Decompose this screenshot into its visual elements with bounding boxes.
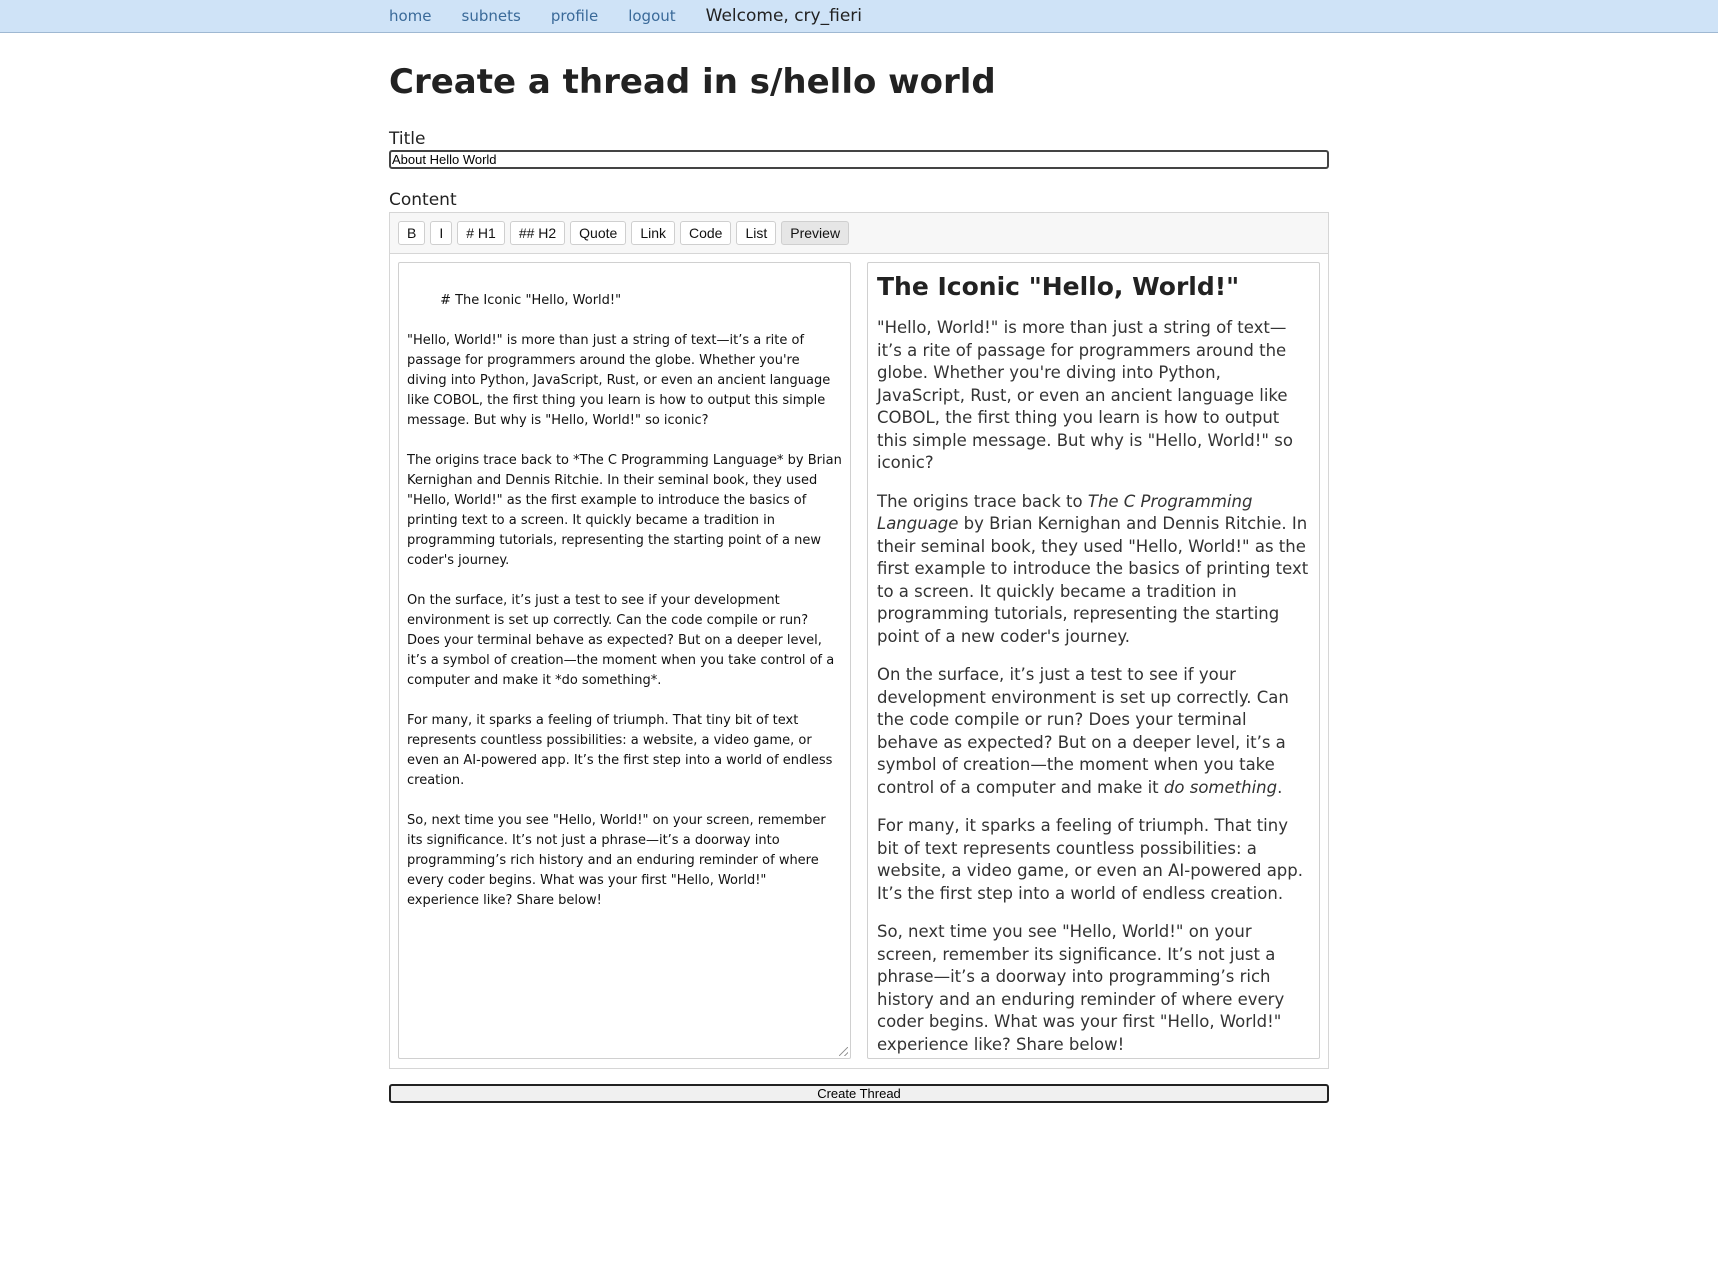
preview-text: by Brian Kernighan and Dennis Ritchie. In their seminal book, they used "Hello, World!" as the first example to introduce the basics of printing text to a screen. It quickly became a tradition in programming tutorials, representing the starting point of a new coder's journey. [877, 514, 1309, 646]
nav-subnets-link[interactable]: subnets [461, 7, 521, 25]
content-textarea[interactable] [398, 262, 851, 1059]
preview-text: On the surface, it’s just a test to see if your development environment is set up correctly. Can the code compile or run? Does your terminal behave as expected? But on a deeper level, it’s a symbol of creation—the moment when you take control of a computer and make it [877, 665, 1289, 797]
italic-button[interactable]: I [430, 221, 452, 245]
editor-toolbar [390, 213, 1328, 254]
preview-emphasis: The C Programming Language [877, 491, 1253, 533]
preview-emphasis: do something [1163, 777, 1278, 797]
preview-paragraph [877, 491, 1310, 649]
preview-heading: The Iconic "Hello, World!" [877, 272, 1240, 301]
preview-text: . [1277, 777, 1283, 797]
nav-links [389, 0, 862, 32]
welcome-message: Welcome, cry_fieri [705, 6, 862, 26]
nav-home-link[interactable]: home [389, 7, 432, 25]
link-button[interactable]: Link [631, 221, 675, 245]
preview-button[interactable]: Preview [781, 221, 849, 245]
preview-paragraph: For many, it sparks a feeling of triumph. That tiny bit of text represents countless possibilities: a website, a video game, or even an AI-powered app. It’s the first step into a world of endless creation. [877, 816, 1304, 903]
content-source-text: # The Iconic "Hello, World!" "Hello, World!" is more than just a string of text—it’s a rite of passage for programmers around the globe. Whether you're diving into Python, JavaScript, Rust, or even an ancient language like COBOL, the first thing you learn is how to output this simple message. But why is "Hello, World!" so iconic? The origins trace back to *The C Programming Language* by Brian Kernighan and Dennis Ritchie. In their seminal book, they used "Hello, World!" as the first example to introduce the basics of printing text to a screen. It quickly became a tradition in programming tutorials, representing the starting point of a new coder's journey. On the surface, it’s just a test to see if your development environment is set up correctly. Can the code compile or run? Does your terminal behave as expected? But on a deeper level, it’s a symbol of creation—the moment when you take control of a computer and make it *do something*. For many, it sparks a feeling of triumph. That tiny bit of text represents countless possibilities: a website, a video game, or even an AI-powered app. It’s the first step into a world of endless creation. So, next time you see "Hello, World!" on your screen, remember its significance. It’s not just a phrase—it’s a doorway into programming’s rich history and an enduring reminder of where every coder begins. What was your first "Hello, World!" experience like? Share below! [407, 293, 842, 908]
resize-handle-icon[interactable] [839, 1047, 848, 1056]
main-content [389, 32, 1329, 1103]
content-label: Content [389, 190, 457, 210]
title-label: Title [389, 129, 426, 149]
preview-paragraph: So, next time you see "Hello, World!" on your screen, remember its significance. It’s not just a phrase—it’s a doorway into programming’s rich history and an enduring reminder of where every coder begins. What was your first "Hello, World!" experience like? Share below! [877, 922, 1285, 1054]
nav-profile-link[interactable]: profile [550, 7, 599, 25]
list-button[interactable]: List [736, 221, 776, 245]
h1-button[interactable]: # H1 [457, 221, 505, 245]
preview-pane [867, 262, 1320, 1059]
quote-button[interactable]: Quote [570, 221, 626, 245]
top-nav-bar [0, 0, 1718, 33]
page-title: Create a thread in s/hello world [389, 62, 996, 102]
bold-button[interactable]: B [398, 221, 425, 245]
markdown-editor [389, 212, 1329, 1069]
create-thread-button[interactable]: Create Thread [389, 1084, 1329, 1103]
preview-paragraph: "Hello, World!" is more than just a string of text—it’s a rite of passage for programmers around the globe. Whether you're diving into Python, JavaScript, Rust, or even an ancient language like COBOL, the first thing you learn is how to output this simple message. But why is "Hello, World!" so iconic? [877, 318, 1293, 472]
editor-panes [390, 254, 1328, 1059]
title-input[interactable] [389, 150, 1329, 169]
preview-text: The origins trace back to [877, 491, 1088, 511]
code-button[interactable]: Code [680, 221, 731, 245]
preview-paragraph [877, 664, 1310, 799]
nav-logout-link[interactable]: logout [628, 7, 676, 25]
h2-button[interactable]: ## H2 [510, 221, 565, 245]
